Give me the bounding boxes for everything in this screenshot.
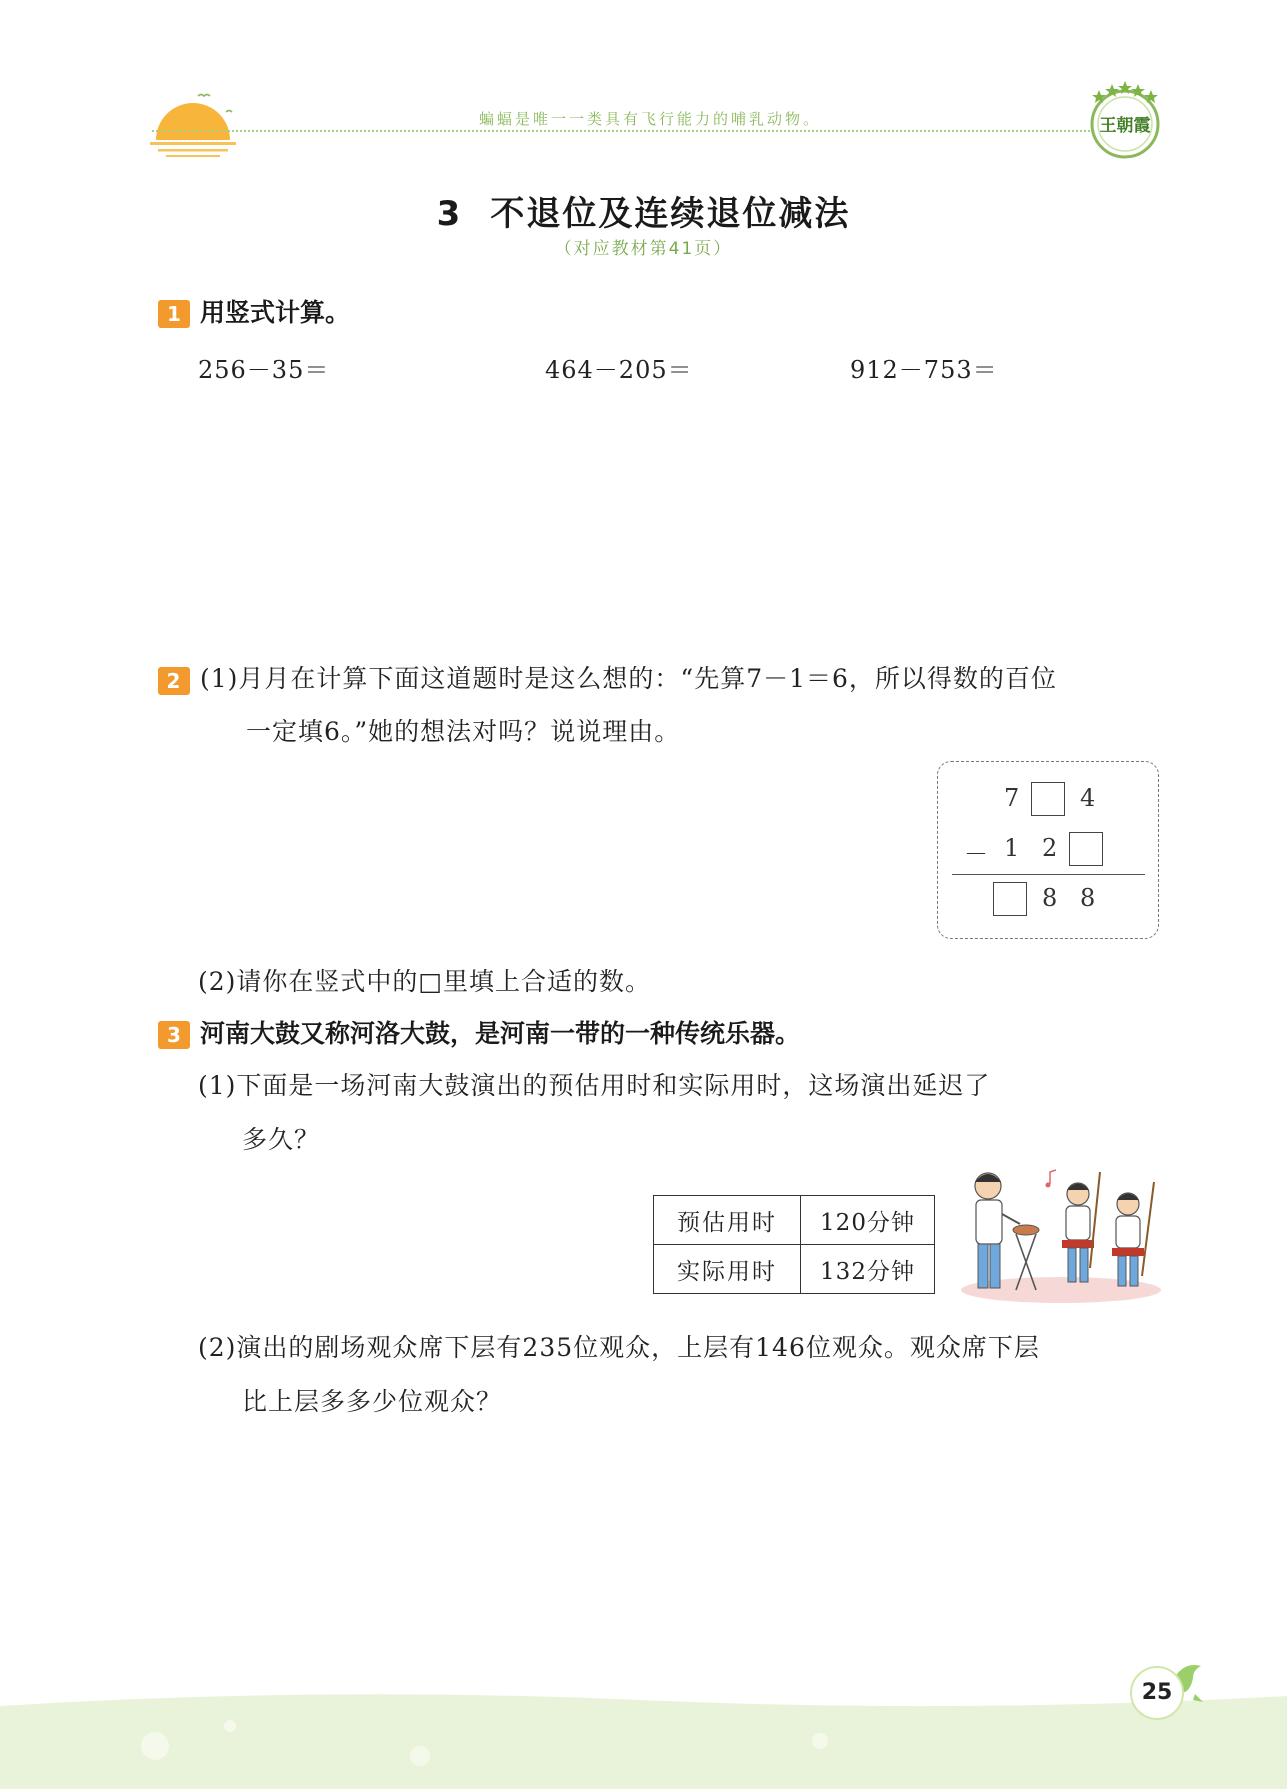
table-cell-value: 120分钟 [801, 1196, 935, 1245]
minus-sign: － [964, 840, 988, 868]
q1-problem-1: 256－35＝ [198, 356, 330, 384]
q2-part1-line1 [158, 659, 1057, 695]
table-cell-label: 预估用时 [654, 1196, 801, 1245]
mid-ones-blank-box[interactable] [1069, 832, 1103, 866]
q1-problem-3: 912－753＝ [850, 356, 998, 384]
top-ones-digit: 4 [1080, 784, 1096, 812]
time-table [653, 1195, 935, 1294]
bottom-hundreds-blank-box[interactable] [993, 882, 1027, 916]
header-fact: 蝙蝠是唯一一类具有飞行能力的哺乳动物。 [478, 110, 821, 128]
sum-line [952, 874, 1145, 875]
q2-part1-line2: 一定填6。”她的想法对吗？说说理由。 [246, 717, 681, 746]
q1-problem-2: 464－205＝ [545, 356, 693, 384]
q3-part2-line1: (2)演出的剧场观众席下层有235位观众，上层有146位观众。观众席下层 [198, 1333, 1040, 1362]
q1-heading [158, 293, 350, 329]
q3-heading-text: 河南大鼓又称河洛大鼓，是河南一带的一种传统乐器。 [200, 1019, 801, 1048]
q3-part1-line2: 多久？ [242, 1125, 321, 1154]
q1-number-badge: 1 [158, 300, 190, 328]
q3-part2-line2: 比上层多多少位观众？ [242, 1387, 503, 1416]
mid-tens-digit: 2 [1042, 834, 1058, 862]
page-title [0, 186, 1287, 235]
q2-number-badge: 2 [158, 667, 190, 695]
q3-number-badge: 3 [158, 1021, 190, 1049]
page-number: 25 [1130, 1666, 1184, 1720]
top-hundreds-digit: 7 [1004, 784, 1020, 812]
footer-decoration [0, 1686, 1287, 1789]
page-subtitle: （对应教材第41页） [554, 239, 733, 259]
bottom-ones-digit: 8 [1080, 884, 1096, 912]
mid-hundreds-digit: 1 [1004, 834, 1020, 862]
table-cell-value: 132分钟 [801, 1245, 935, 1294]
sunset-sun-icon [150, 90, 236, 176]
q1-heading-text: 用竖式计算。 [200, 298, 351, 327]
top-tens-blank-box[interactable] [1031, 782, 1065, 816]
section-title: 不退位及连续退位减法 [490, 194, 851, 234]
table-row [654, 1245, 935, 1294]
table-cell-label: 实际用时 [654, 1245, 801, 1294]
drum-performers-illustration [958, 1164, 1164, 1304]
q2-part2: (2)请你在竖式中的□里填上合适的数。 [198, 967, 652, 996]
bottom-tens-digit: 8 [1042, 884, 1058, 912]
q3-part1-line1: (1)下面是一场河南大鼓演出的预估用时和实际用时，这场演出延迟了 [198, 1071, 991, 1100]
q2-part1-text1: (1)月月在计算下面这道题时是这么想的：“先算7－1＝6，所以得数的百位 [200, 664, 1057, 693]
brand-logo-icon [1085, 78, 1165, 162]
table-row [654, 1196, 935, 1245]
logo-text: 王朝霞 [1099, 116, 1151, 136]
vertical-subtraction-box [937, 761, 1159, 939]
section-number: 3 [436, 194, 463, 234]
q3-heading [158, 1014, 800, 1050]
header-dotted-line [152, 130, 1090, 132]
